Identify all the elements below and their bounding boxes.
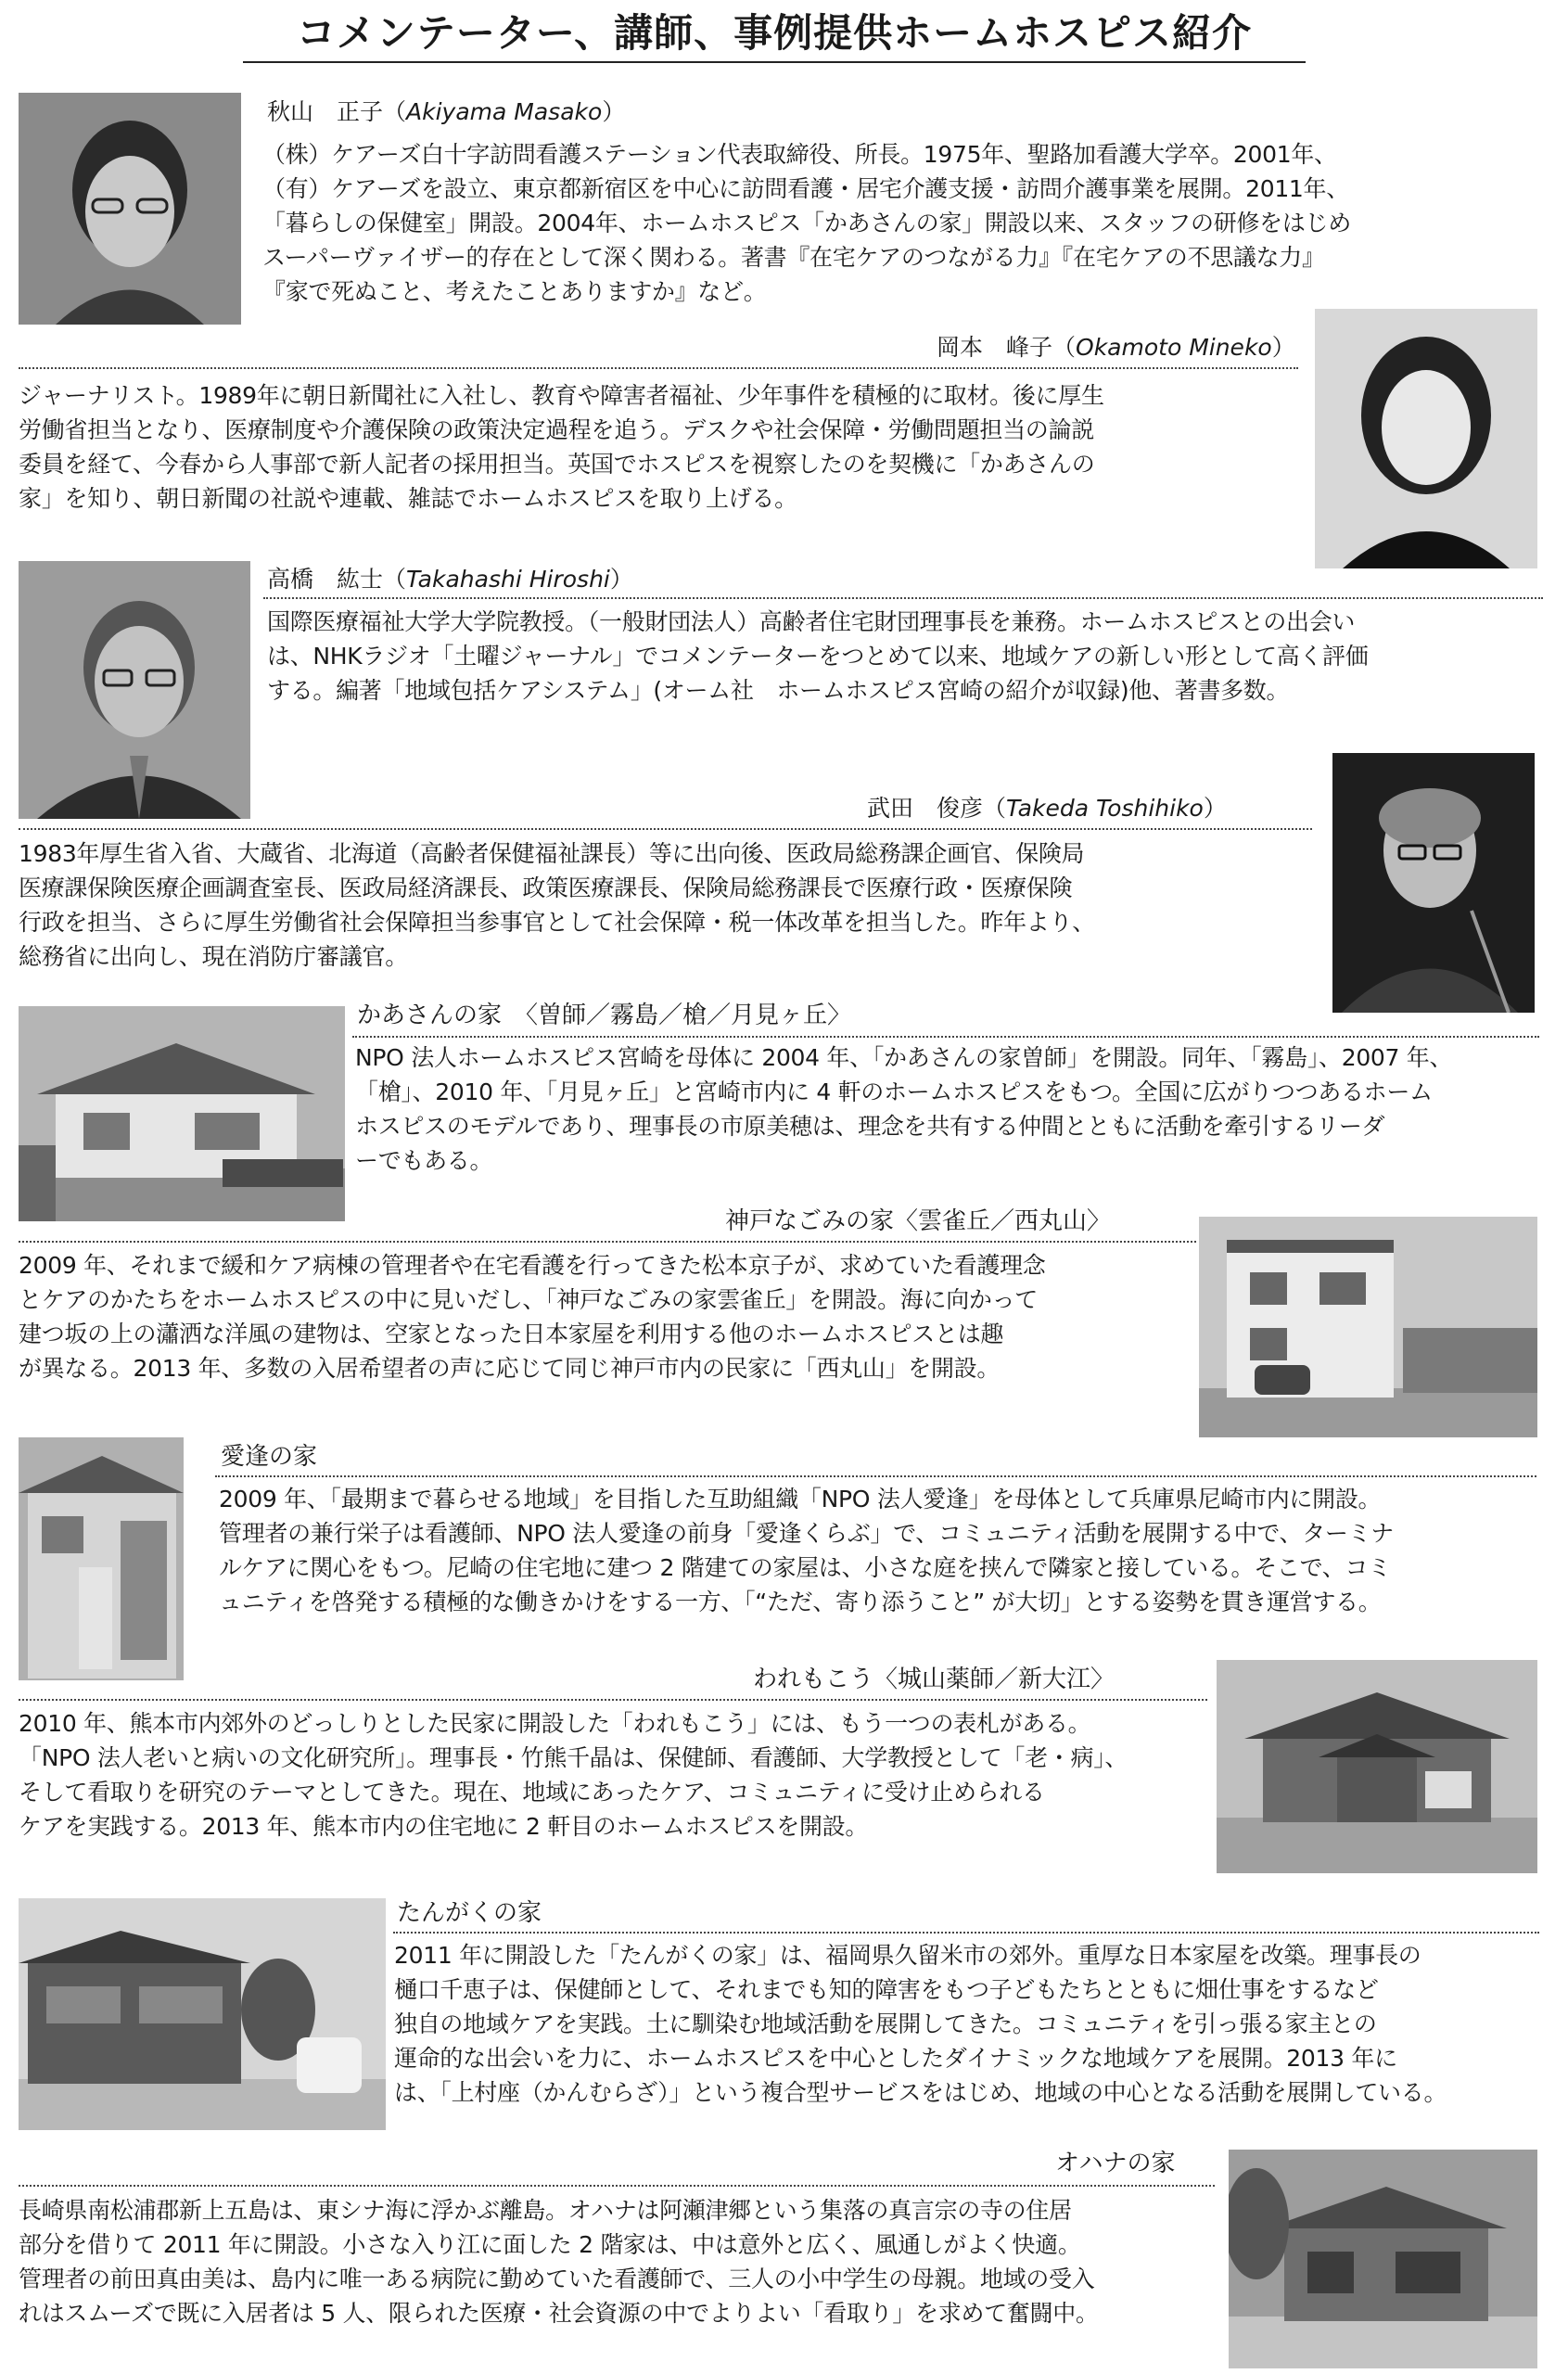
home-name-ohana: オハナの家 [1055,2150,1176,2177]
divider [19,1241,1196,1243]
home-name-kobe-nagomi: 神戸なごみの家〈雲雀丘／西丸山〉 [725,1207,1112,1235]
person-bio-takeda: 1983年厚生省入省、大蔵省、北海道（高齢者保健福祉課長）等に出向後、医政局総務課企画官、保険局 医療課保険医療企画調査室長、医政局経済課長、政策医療課長、保険局総務課長で医療行政・医療保険 行政を担当、さらに厚生労働省社会保障担当参事官として社会保障・税一体改革を担当した。昨年より、 総務省に出向し、現在消防庁審議官。 [19,840,1095,970]
portrait-okamoto [1315,309,1537,568]
home-desc-kaasan: NPO 法人ホームホスピス宮崎を母体に 2004 年、「かあさんの家曽師」を開設。同年、「霧島」、2007 年、 「槍」、2010 年、「月見ヶ丘」と宮崎市内に 4 軒のホームホスピスをもつ。全国に広がりつつあるホーム ホスピスのモデルであり、理事長の市原美穂は、理念を共有する仲間とともに活動を牽引するリーダ ーでもある。 [355,1044,1453,1174]
person-bio-akiyama: （株）ケアーズ白十字訪問看護ステーション代表取締役、所長。1975年、聖路加看護大学卒。2001年、 （有）ケアーズを設立、東京都新宿区を中心に訪問看護・居宅介護支援・訪問介護事業を展開。2011年、 「暮らしの保健室」開設。2004年、ホームホスピス「かあさんの家」開設以来、スタッフの研修をはじめ スーパーヴァイザー的存在として深く関わる。著書『在宅ケアのつながる力』『在宅ケアの不思議な力』 『家で死ぬこと、考えたことありますか』など。 [262,141,1351,305]
photo-waremokou [1217,1660,1537,1873]
divider [393,1932,1539,1934]
home-name-waremokou: われもこう〈城山薬師／新大江〉 [753,1666,1115,1693]
home-desc-waremokou: 2010 年、熊本市内郊外のどっしりとした民家に開設した「われもこう」には、もう一つの表札がある。 「NPO 法人老いと病いの文化研究所」。理事長・竹熊千晶は、保健師、看護師、大学教授として「老・病」、 そして看取りを研究のテーマとしてきた。現在、地域にあったケア、コミュニティに受け止められる ケアを実践する。2013 年、熊本市内の住宅地に 2 軒目のホームホスピスを開設。 [19,1710,1128,1840]
home-name-aiai: 愛逢の家 [221,1443,318,1471]
photo-ohana-no-ie [1229,2150,1537,2368]
photo-kobe-nagomi [1199,1217,1537,1437]
photo-aiai-no-ie [19,1437,184,1680]
person-bio-okamoto: ジャーナリスト。1989年に朝日新聞社に入社し、教育や障害者福祉、少年事件を積極的に取材。後に厚生 労働省担当となり、医療制度や介護保険の政策決定過程を追う。デスクや社会保障・労働問題担当の論説 委員を経て、今春から人事部で新人記者の採用担当。英国でホスピスを視察したのを契機に「かあさんの 家」を知り、朝日新聞の社説や連載、雑誌でホームホスピスを取り上げる。 [19,382,1104,512]
home-name-kaasan: かあさんの家 〈曽師／霧島／槍／月見ヶ丘〉 [357,1002,852,1029]
divider [352,1036,1539,1038]
portrait-akiyama [19,93,241,325]
person-bio-takahashi: 国際医療福祉大学大学院教授。（一般財団法人）高齢者住宅財団理事長を兼務。ホームホスピスとの出会い は、NHKラジオ「土曜ジャーナル」でコメンテーターをつとめて以来、地域ケアの新しい形として高く評価 する。編著「地域包括ケアシステム」(オーム社 ホームホスピス宮崎の紹介が収録)他、著書多数。 [267,608,1369,704]
divider [19,828,1312,830]
person-name-takahashi: 高橋 紘士（Takahashi Hiroshi） [267,566,633,593]
divider [19,367,1298,369]
divider [19,2185,1215,2187]
home-desc-tangaku: 2011 年に開設した「たんがくの家」は、福岡県久留米市の郊外。重厚な日本家屋を改築。理事長の 樋口千恵子は、保健師として、それまでも知的障害をもつ子どもたちとともに畑仕事をするなど 独自の地域ケアを実践。土に馴染む地域活動を展開してきた。コミュニティを引っ張る家主との 運命的な出会いを力に、ホームホスピスを中心としたダイナミックな地域ケアを展開。2013 年に は、「上村座（かんむらざ）」という複合型サービスをはじめ、地域の中心となる活動を展開している。 [394,1942,1447,2106]
home-desc-kobe-nagomi: 2009 年、それまで緩和ケア病棟の管理者や在宅看護を行ってきた松本京子が、求めていた看護理念 とケアのかたちをホームホスピスの中に見いだし、「神戸なごみの家雲雀丘」を開設。海に向かって 建つ坂の上の瀟洒な洋風の建物は、空家となった日本家屋を利用する他のホームホスピスとは趣 が異なる。2013 年、多数の入居希望者の声に応じて同じ神戸市内の民家に「西丸山」を開設。 [19,1252,1046,1382]
person-name-takeda: 武田 俊彦（Takeda Toshihiko） [867,795,1227,822]
divider [263,597,1543,599]
divider [215,1475,1536,1477]
page-title: コメンテーター、講師、事例提供ホームホスピス紹介 [243,6,1306,63]
home-desc-aiai: 2009 年、「最期まで暮らせる地域」を目指した互助組織「NPO 法人愛逢」を母体として兵庫県尼崎市内に開設。 管理者の兼行栄子は看護師、NPO 法人愛逢の前身「愛逢くらぶ」で、コミュニティ活動を展開する中で、ターミナ ルケアに関心をもつ。尼崎の住宅地に建つ 2 階建ての家屋は、小さな庭を挟んで隣家と接している。そこで、コミ ュニティを啓発する積極的な働きかけをする一方、「“ただ、寄り添うこと” が大切」とする姿勢を貫き運営する。 [219,1486,1395,1615]
person-name-akiyama: 秋山 正子（Akiyama Masako） [267,98,626,125]
divider [19,1699,1207,1701]
person-name-okamoto: 岡本 峰子（Okamoto Mineko） [937,334,1295,361]
photo-tangaku-no-ie [19,1898,386,2130]
home-name-tangaku: たんがくの家 [397,1899,542,1927]
photo-kaasan-no-ie [19,1006,345,1221]
portrait-takahashi [19,561,250,819]
portrait-takeda [1332,753,1535,1013]
home-desc-ohana: 長崎県南松浦郡新上五島は、東シナ海に浮かぶ離島。オハナは阿瀬津郷という集落の真言宗の寺の住居 部分を借りて 2011 年に開設。小さな入り江に面した 2 階家は、中は意外と広く、風通しがよく快適。 管理者の前田真由美は、島内に唯一ある病院に勤めていた看護師で、三人の小中学生の母親。地域の受入 れはスムーズで既に入居者は 5 人、限られた医療・社会資源の中でよりよい「看取り」を求めて奮闘中。 [19,2197,1099,2327]
